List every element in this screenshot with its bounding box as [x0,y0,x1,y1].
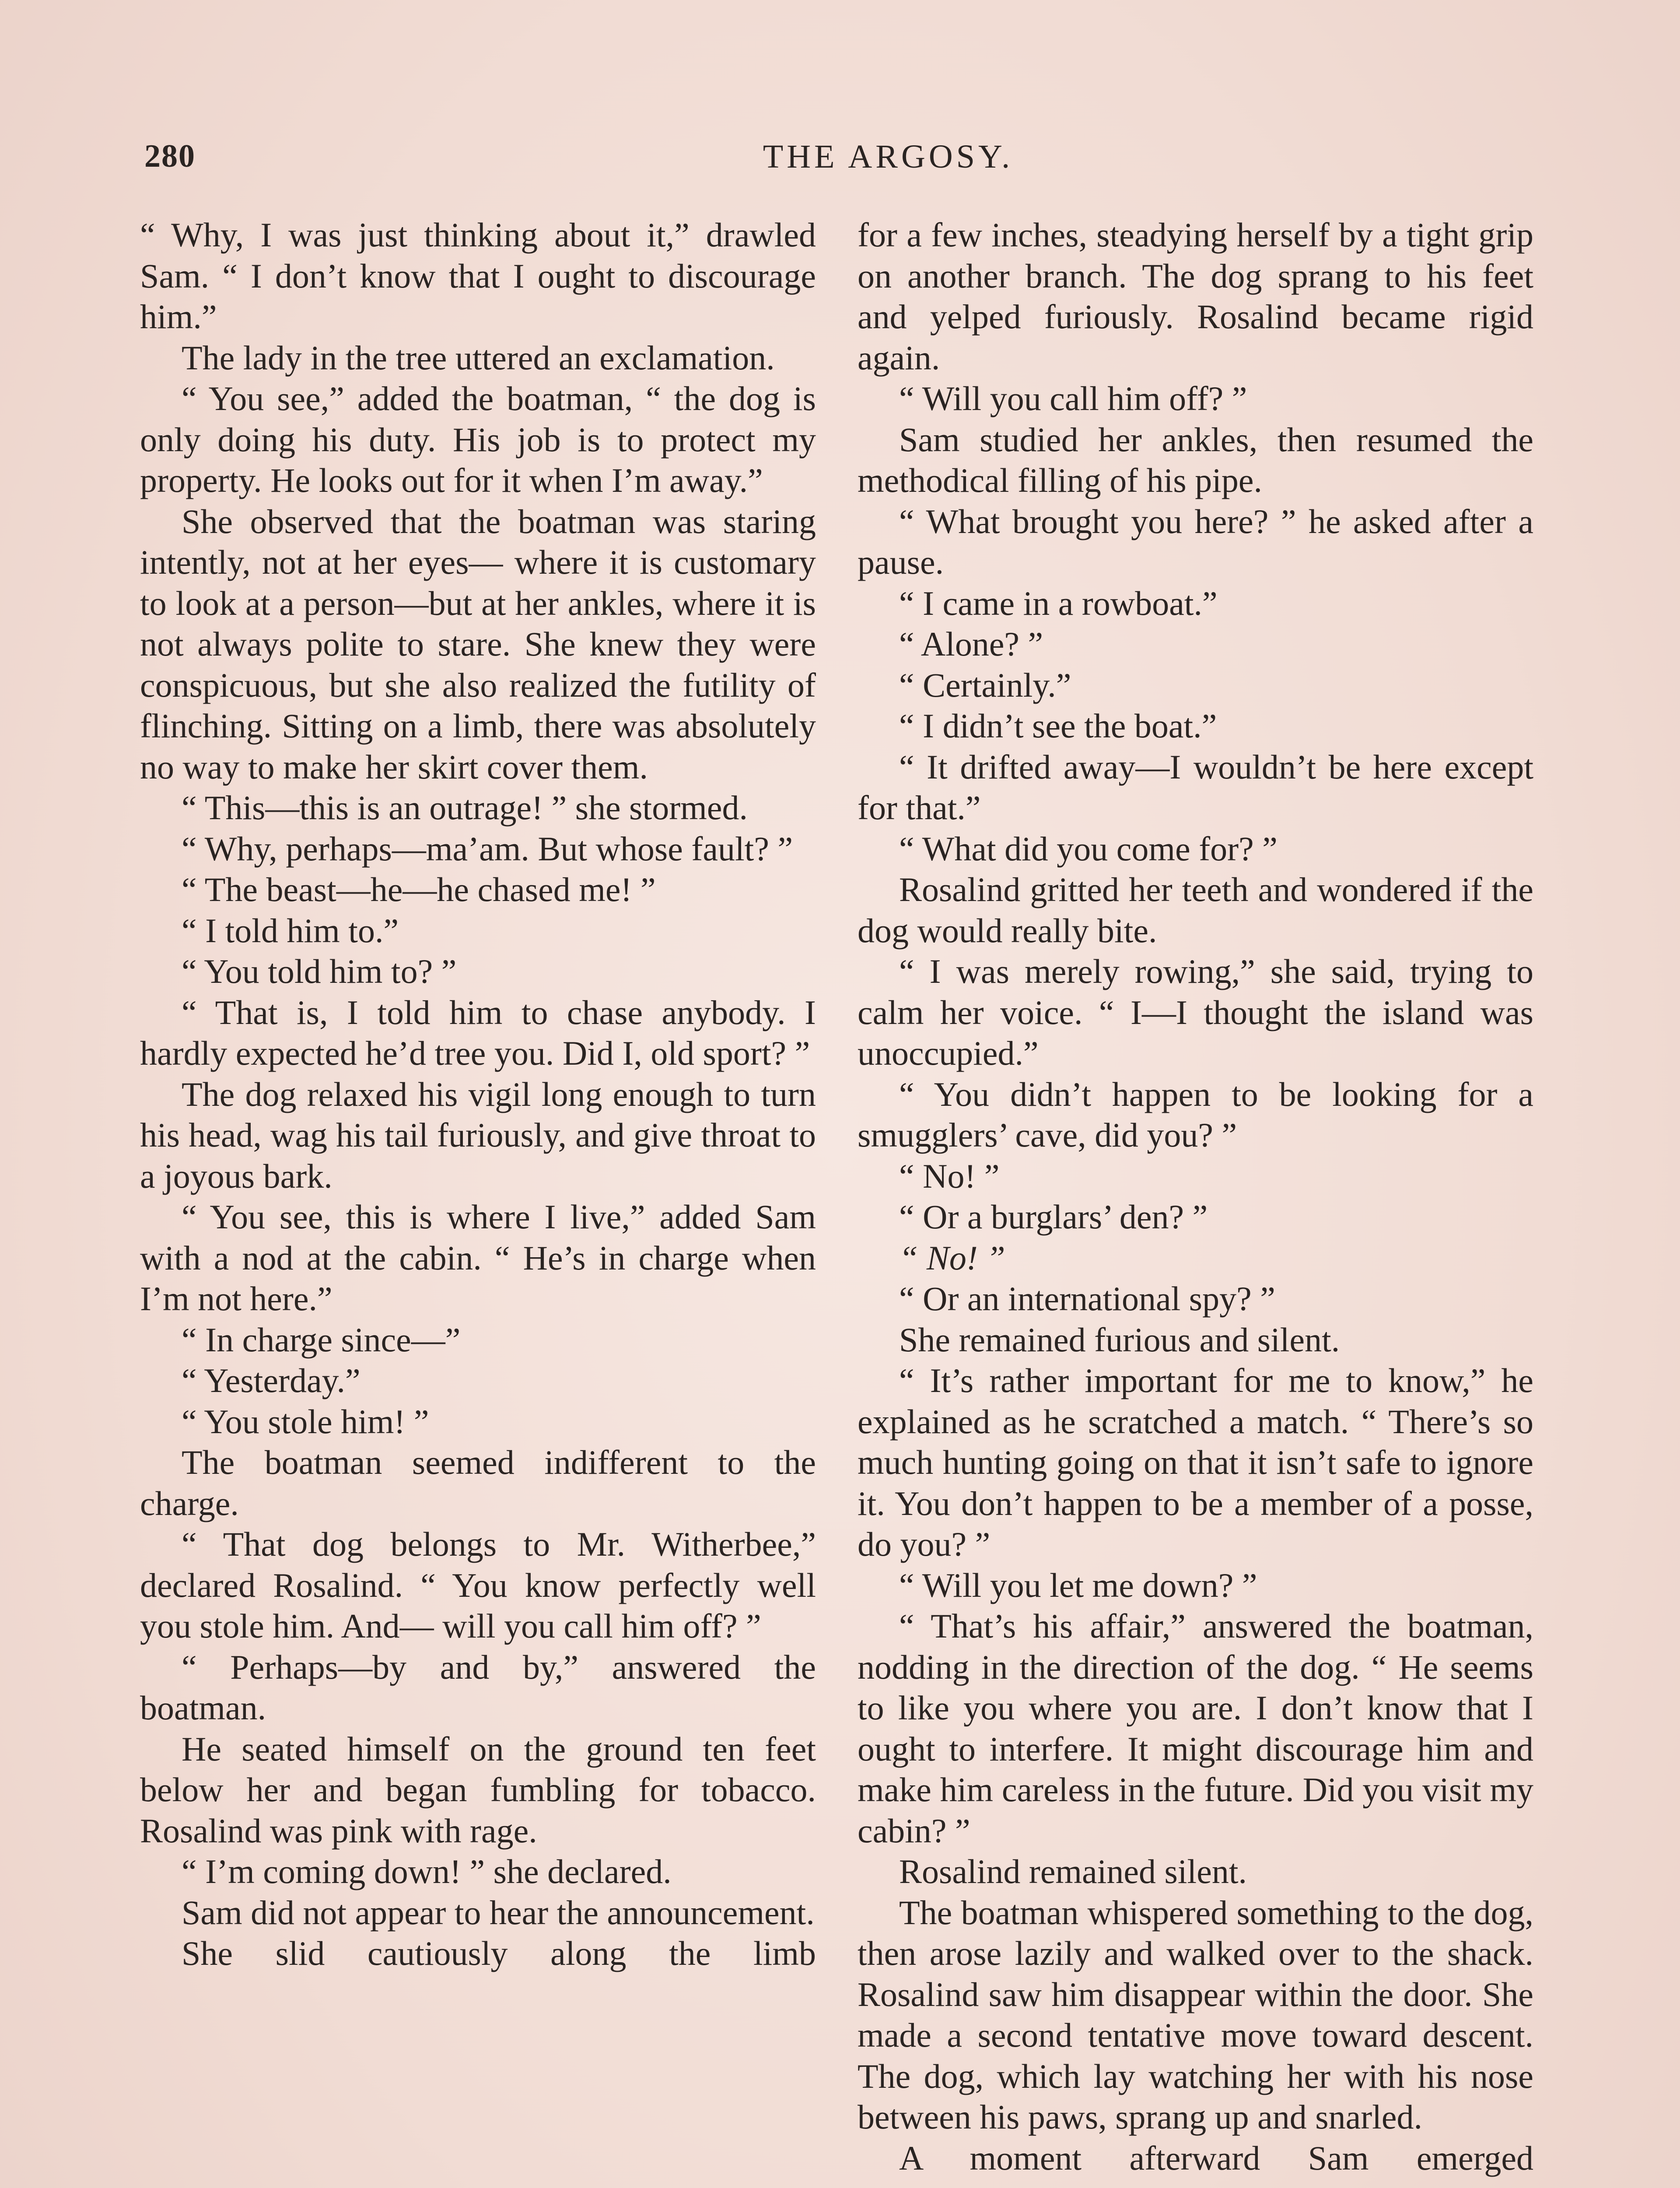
paragraph: She observed that the boatman was staring intently, not at her eyes— where it is customary to look at a person—but at her ankles, where it is not always polite to stare. She knew they were conspicuous, but she also realized the futility of flinching. Sitting on a limb, there was absolutely no way to make her skirt cover them. [140,502,816,786]
paragraph: “ I didn’t see the boat.” [899,707,1217,745]
paragraph: “ What brought you here? ” he asked after a pause. [858,502,1533,581]
paragraph: “ Certainly.” [899,666,1071,704]
running-title: THE ARGOSY. [763,138,1014,175]
paragraph: She remained furious and silent. [899,1320,1340,1359]
left-column [140,214,816,1974]
page-number: 280 [144,138,196,174]
paragraph: The lady in the tree uttered an exclamation. [182,338,775,377]
paragraph: “ What did you come for? ” [899,829,1278,868]
paragraph: “ You see,” added the boatman, “ the dog is only doing his duty. His job is to protect my property. He looks out for it when I’m away.” [140,379,816,499]
paragraph: “ I was merely rowing,” she said, trying to calm her voice. “ I—I thought the island was unoccupied.” [858,952,1533,1072]
paragraph: “ I came in a rowboat.” [899,584,1218,622]
paragraph: Rosalind remained silent. [899,1852,1247,1890]
paragraph: Sam did not appear to hear the announcement. [182,1893,815,1932]
paragraph: The boatman seemed indifferent to the charge. [140,1443,816,1522]
paragraph: “ Or an international spy? ” [899,1280,1275,1318]
paragraph: “ That’s his affair,” answered the boatman, nodding in the direction of the dog. “ He seems to like you where you are. I don’t know that I ought to interfere. It might discourage him and make him careless in the future. Did you visit my cabin? ” [858,1607,1533,1850]
paragraph: “ No! ” [899,1238,1005,1277]
paragraph: Rosalind gritted her teeth and wondered if the dog would really bite. [858,870,1533,950]
paragraph: “ Why, perhaps—ma’am. But whose fault? ” [182,829,793,868]
page-header [144,138,1536,190]
paragraph: “ That dog belongs to Mr. Witherbee,” declared Rosalind. “ You know perfectly well you stole him. And— will you call him off? ” [140,1525,816,1645]
paragraph: “ In charge since—” [182,1320,461,1359]
paragraph: She slid cautiously along the limb [182,1934,816,1972]
paragraph: A moment afterward Sam emerged [899,2139,1533,2177]
paragraph: “ The beast—he—he chased me! ” [182,870,656,908]
paragraph: for a few inches, steadying herself by a tight grip on another branch. The dog sprang to his feet and yelped furiously. Rosalind became rigid again. [858,216,1533,377]
paragraph: “ This—this is an outrage! ” she stormed. [182,789,748,827]
paragraph: “ Why, I was just thinking about it,” drawled Sam. “ I don’t know that I ought to discourage him.” [140,216,816,336]
paragraph: “ You stole him! ” [182,1402,429,1441]
paragraph: “ No! ” [899,1157,1000,1195]
paragraph: The dog relaxed his vigil long enough to turn his head, wag his tail furiously, and give throat to a joyous bark. [140,1075,816,1195]
paragraph: “ Alone? ” [899,625,1043,663]
right-column [858,214,1533,2178]
paragraph: The boatman whispered something to the dog, then arose lazily and walked over to the shack. Rosalind saw him disappear within the door. She made a second tentative move toward descent. The dog, which lay watching her with his nose between his paws, sprang up and snarled. [858,1893,1533,2136]
paragraph: “ It’s rather important for me to know,” he explained as he scratched a match. “ There’s so much hunting going on that it isn’t safe to ignore it. You don’t happen to be a member of a posse, do you? ” [858,1361,1533,1563]
paragraph: “ Perhaps—by and by,” answered the boatman. [140,1648,816,1727]
paragraph: “ Will you let me down? ” [899,1566,1257,1604]
paragraph: “ I’m coming down! ” she declared. [182,1852,672,1890]
paragraph: “ Yesterday.” [182,1361,360,1399]
paragraph: “ You didn’t happen to be looking for a smugglers’ cave, did you? ” [858,1075,1533,1154]
paragraph: “ Will you call him off? ” [899,379,1247,417]
paragraph: He seated himself on the ground ten feet below her and began fumbling for tobacco. Rosalind was pink with rage. [140,1729,816,1850]
paragraph: “ Or a burglars’ den? ” [899,1198,1208,1236]
paragraph: “ You see, this is where I live,” added Sam with a nod at the cabin. “ He’s in charge when I’m not here.” [140,1198,816,1318]
paragraph: “ I told him to.” [182,911,399,950]
paragraph: “ You told him to? ” [182,952,457,990]
paragraph: Sam studied her ankles, then resumed the methodical filling of his pipe. [858,420,1533,499]
paragraph: “ That is, I told him to chase anybody. I hardly expected he’d tree you. Did I, old sport? ” [140,993,816,1072]
paragraph: “ It drifted away—I wouldn’t be here except for that.” [858,747,1533,827]
